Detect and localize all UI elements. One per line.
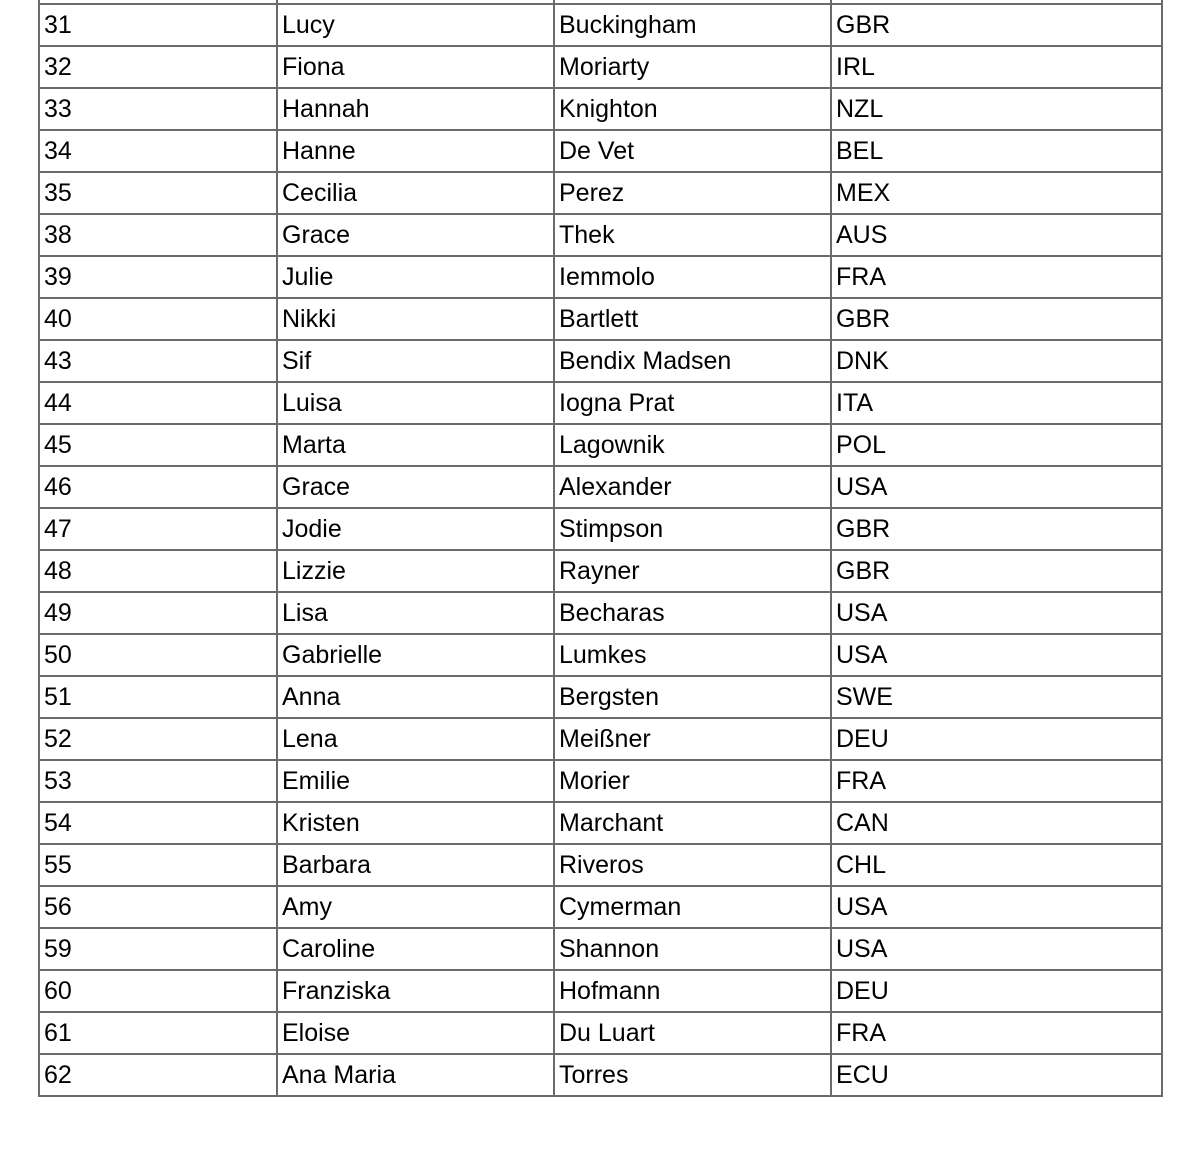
cell-number: 51 [39,676,277,718]
cell-country: GBR [831,550,1162,592]
cell-country: USA [831,928,1162,970]
cell-first-name: Kristen [277,802,554,844]
cell-last-name: Moriarty [554,46,831,88]
cell-number: 31 [39,4,277,46]
cell-number: 46 [39,466,277,508]
cell-number: 47 [39,508,277,550]
cell-first-name: Lisa [277,592,554,634]
table-row [39,844,1162,886]
cell-last-name: Riveros [554,844,831,886]
cell-number: 54 [39,802,277,844]
cell-first-name: Fiona [277,46,554,88]
cell-number: 55 [39,844,277,886]
cell-number: 56 [39,886,277,928]
cell-country: FRA [831,256,1162,298]
cell-first-name: Nikki [277,298,554,340]
cell-first-name: Jodie [277,508,554,550]
table-row [39,298,1162,340]
table-row [39,970,1162,1012]
cell-country: IRL [831,46,1162,88]
cell-first-name: Grace [277,214,554,256]
table-row [39,634,1162,676]
cell-number: 32 [39,46,277,88]
cell-last-name: Torres [554,1054,831,1096]
cell-number: 50 [39,634,277,676]
cell-first-name: Grace [277,466,554,508]
cell-last-name: Lagownik [554,424,831,466]
cell-country: CAN [831,802,1162,844]
cell-first-name: Amy [277,886,554,928]
cell-last-name: Stimpson [554,508,831,550]
table-row [39,340,1162,382]
cell-country: DEU [831,718,1162,760]
table-row [39,382,1162,424]
cell-number: 39 [39,256,277,298]
cell-first-name: Gabrielle [277,634,554,676]
cell-country: USA [831,886,1162,928]
cell-country: DEU [831,970,1162,1012]
cell-country: USA [831,466,1162,508]
cell-number: 43 [39,340,277,382]
cell-first-name: Lena [277,718,554,760]
cell-last-name: Knighton [554,88,831,130]
table-row [39,1012,1162,1054]
cell-first-name: Ana Maria [277,1054,554,1096]
cell-last-name: Iemmolo [554,256,831,298]
cell-last-name: Hofmann [554,970,831,1012]
cell-last-name: Alexander [554,466,831,508]
cell-country: SWE [831,676,1162,718]
table-row [39,214,1162,256]
cell-country: BEL [831,130,1162,172]
athlete-table-container [38,0,1161,1097]
cell-first-name: Franziska [277,970,554,1012]
cell-last-name: Bergsten [554,676,831,718]
cell-last-name: Meißner [554,718,831,760]
cell-last-name: Du Luart [554,1012,831,1054]
cell-number: 44 [39,382,277,424]
table-row [39,4,1162,46]
cell-first-name: Lucy [277,4,554,46]
cell-number: 33 [39,88,277,130]
table-body [39,0,1162,1096]
cell-last-name: Becharas [554,592,831,634]
table-row [39,760,1162,802]
cell-last-name: Morier [554,760,831,802]
cell-country: POL [831,424,1162,466]
cell-last-name: Rayner [554,550,831,592]
cell-number: 49 [39,592,277,634]
cell-country: USA [831,592,1162,634]
cell-last-name: Cymerman [554,886,831,928]
cell-country: AUS [831,214,1162,256]
cell-number: 45 [39,424,277,466]
cell-country: GBR [831,508,1162,550]
cell-number: 60 [39,970,277,1012]
cell-first-name: Marta [277,424,554,466]
cell-number: 61 [39,1012,277,1054]
cell-first-name: Barbara [277,844,554,886]
cell-first-name: Hannah [277,88,554,130]
table-row [39,172,1162,214]
cell-last-name: De Vet [554,130,831,172]
cell-first-name: Lizzie [277,550,554,592]
cell-country: CHL [831,844,1162,886]
table-row [39,46,1162,88]
table-row [39,88,1162,130]
table-row [39,130,1162,172]
cell-first-name: Hanne [277,130,554,172]
cell-last-name: Iogna Prat [554,382,831,424]
cell-country: GBR [831,4,1162,46]
cell-country: GBR [831,298,1162,340]
cell-number: 59 [39,928,277,970]
cell-number: 38 [39,214,277,256]
cell-number: 62 [39,1054,277,1096]
cell-country: MEX [831,172,1162,214]
cell-first-name: Eloise [277,1012,554,1054]
cell-number: 52 [39,718,277,760]
cell-country: FRA [831,1012,1162,1054]
cell-number: 35 [39,172,277,214]
table-row [39,802,1162,844]
cell-last-name: Bartlett [554,298,831,340]
cell-country: USA [831,634,1162,676]
cell-last-name: Shannon [554,928,831,970]
cell-last-name: Lumkes [554,634,831,676]
table-row [39,550,1162,592]
table-row [39,592,1162,634]
table-row [39,424,1162,466]
cell-country: ITA [831,382,1162,424]
cell-last-name: Perez [554,172,831,214]
table-row [39,1054,1162,1096]
table-row [39,928,1162,970]
cell-first-name: Cecilia [277,172,554,214]
cell-country: ECU [831,1054,1162,1096]
cell-number: 53 [39,760,277,802]
cell-last-name: Thek [554,214,831,256]
cell-country: NZL [831,88,1162,130]
cell-first-name: Julie [277,256,554,298]
table-row [39,508,1162,550]
cell-first-name: Emilie [277,760,554,802]
cell-first-name: Anna [277,676,554,718]
cell-country: DNK [831,340,1162,382]
cell-last-name: Buckingham [554,4,831,46]
cell-country: FRA [831,760,1162,802]
cell-first-name: Luisa [277,382,554,424]
table-row [39,886,1162,928]
cell-last-name: Bendix Madsen [554,340,831,382]
cell-last-name: Marchant [554,802,831,844]
table-row [39,256,1162,298]
cell-first-name: Caroline [277,928,554,970]
cell-first-name: Sif [277,340,554,382]
cell-number: 34 [39,130,277,172]
table-row [39,466,1162,508]
cell-number: 48 [39,550,277,592]
cell-number: 40 [39,298,277,340]
table-row [39,718,1162,760]
athlete-table [38,0,1163,1097]
table-row [39,676,1162,718]
